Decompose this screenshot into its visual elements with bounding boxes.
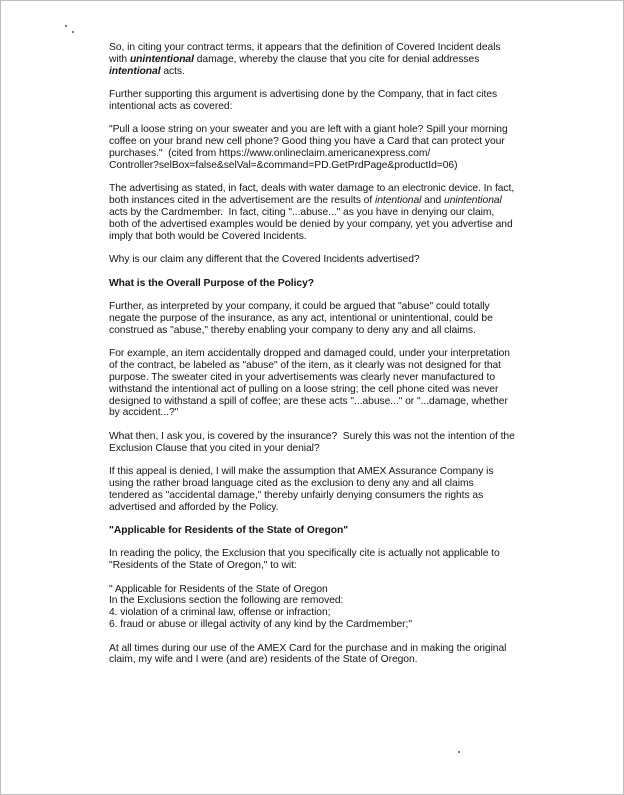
paragraph-quote xyxy=(109,124,519,172)
text-line: by accident...?" xyxy=(109,407,179,419)
text-line: The advertising as stated, in fact, deals with water damage to an electronic device. In fact, xyxy=(109,183,515,195)
scan-speck xyxy=(72,31,74,33)
text-line: of the contract, be labeled as "abuse" of the item, as it clearly was not designed for that xyxy=(109,359,501,371)
text-line: Why is our claim any different that the Covered Incidents advertised? xyxy=(109,254,420,266)
text-line: In reading the policy, the Exclusion that you specifically cite is actually not applicable to xyxy=(109,548,500,560)
text-line: negate the purpose of the insurance, as any act, intentional or unintentional, could be xyxy=(109,312,493,324)
text-line: designed to withstand a spill of coffee; are these acts "...abuse..." or "...damage, whether xyxy=(109,395,508,407)
paragraph-example xyxy=(109,348,519,419)
text-line: Exclusion Clause that you cited in your denial? xyxy=(109,442,320,454)
text-run: and xyxy=(421,195,445,207)
text-run: with xyxy=(109,53,130,65)
text-line: using the rather broad language cited as the exclusion to deny any and all claims xyxy=(109,477,474,489)
text-line: construed as "abuse," thereby enabling your company to deny any and all claims. xyxy=(109,324,476,336)
text-line xyxy=(109,66,519,78)
text-line: coffee on your brand new cell phone? Good thing you have a Card that can protect your xyxy=(109,136,505,148)
section-heading: "Applicable for Residents of the State of Oregon" xyxy=(109,525,349,536)
emphasis-text: unintentional xyxy=(129,53,194,65)
paragraph-water-damage xyxy=(109,183,519,243)
text-line: "Residents of the State of Oregon," to wit: xyxy=(109,560,297,572)
text-line: advertised and afforded by the Policy. xyxy=(109,501,279,513)
text-line: At all times during our use of the AMEX Card for the purchase and in making the original xyxy=(109,642,507,654)
text-line: Controller?selBox=false&selVal=&command=PD.GetPrdPage&productId=06) xyxy=(109,160,458,172)
paragraph-exclusions-quote xyxy=(109,584,519,632)
text-line: Further supporting this argument is advertising done by the Company, that in fact cites xyxy=(109,89,498,101)
text-line: imply that both would be Covered Incidents. xyxy=(109,230,307,242)
paragraph-what-is-covered xyxy=(109,431,519,455)
text-line: purchases." (cited from https://www.onlineclaim.americanexpress.com/ xyxy=(109,148,431,160)
text-line: " Applicable for Residents of the State of Oregon xyxy=(109,583,328,595)
text-line: "Pull a loose string on your sweater and you are left with a giant hole? Spill your morning xyxy=(109,124,508,136)
scan-speck xyxy=(458,751,460,753)
text-line: In the Exclusions section the following are removed: xyxy=(109,595,344,607)
text-line: withstand the intentional act of pulling on a loose string; the cell phone cited was never xyxy=(109,383,499,395)
text-run: acts. xyxy=(160,65,185,77)
paragraph-oregon-policy xyxy=(109,548,519,572)
text-line xyxy=(109,195,519,207)
text-line: So, in citing your contract terms, it appears that the definition of Covered Incident deals xyxy=(109,42,501,53)
letter-body xyxy=(109,42,519,678)
text-line: For example, an item accidentally dropped and damaged could, under your interpretation xyxy=(109,347,510,359)
text-run: damage, whereby the clause that you cite for denial addresses xyxy=(193,53,480,65)
paragraph-appeal-denied xyxy=(109,466,519,514)
text-line: Further, as interpreted by your company, it could be argued that "abuse" could totally xyxy=(109,300,490,312)
emphasis-text: intentional xyxy=(109,65,161,77)
text-run: both instances cited in the advertisement are the results of xyxy=(109,195,375,207)
paragraph-interpretation xyxy=(109,301,519,337)
italic-text: unintentional xyxy=(444,195,502,207)
italic-text: intentional xyxy=(374,195,422,207)
section-heading: What is the Overall Purpose of the Policy? xyxy=(109,277,315,289)
text-line: acts by the Cardmember. In fact, citing "...abuse..." as you have in denying our claim, xyxy=(109,207,495,219)
text-line: If this appeal is denied, I will make the assumption that AMEX Assurance Company is xyxy=(109,465,494,477)
text-line: tendered as "accidental damage," thereby unfairly denying consumers the rights as xyxy=(109,489,484,501)
text-line: 4. violation of a criminal law, offense or infraction; xyxy=(109,607,331,619)
scan-speck xyxy=(65,25,67,27)
paragraph-covered-incident xyxy=(109,42,519,78)
text-line: purpose. The sweater cited in your advertisements was clearly never manufactured to xyxy=(109,371,495,383)
text-line xyxy=(109,54,519,66)
text-line: both of the advertised examples would be denied by your company, yet you advertise and xyxy=(109,219,513,231)
text-line: 6. fraud or abuse or illegal activity of any kind by the Cardmember;" xyxy=(109,619,412,631)
paragraph-advertising xyxy=(109,89,519,113)
paragraph-question xyxy=(109,254,519,266)
text-line: claim, my wife and I were (and are) residents of the State of Oregon. xyxy=(109,654,418,666)
paragraph-residents xyxy=(109,643,519,667)
text-line: intentional acts as covered: xyxy=(109,101,233,113)
text-line: What then, I ask you, is covered by the insurance? Surely this was not the intention of the xyxy=(109,430,515,442)
